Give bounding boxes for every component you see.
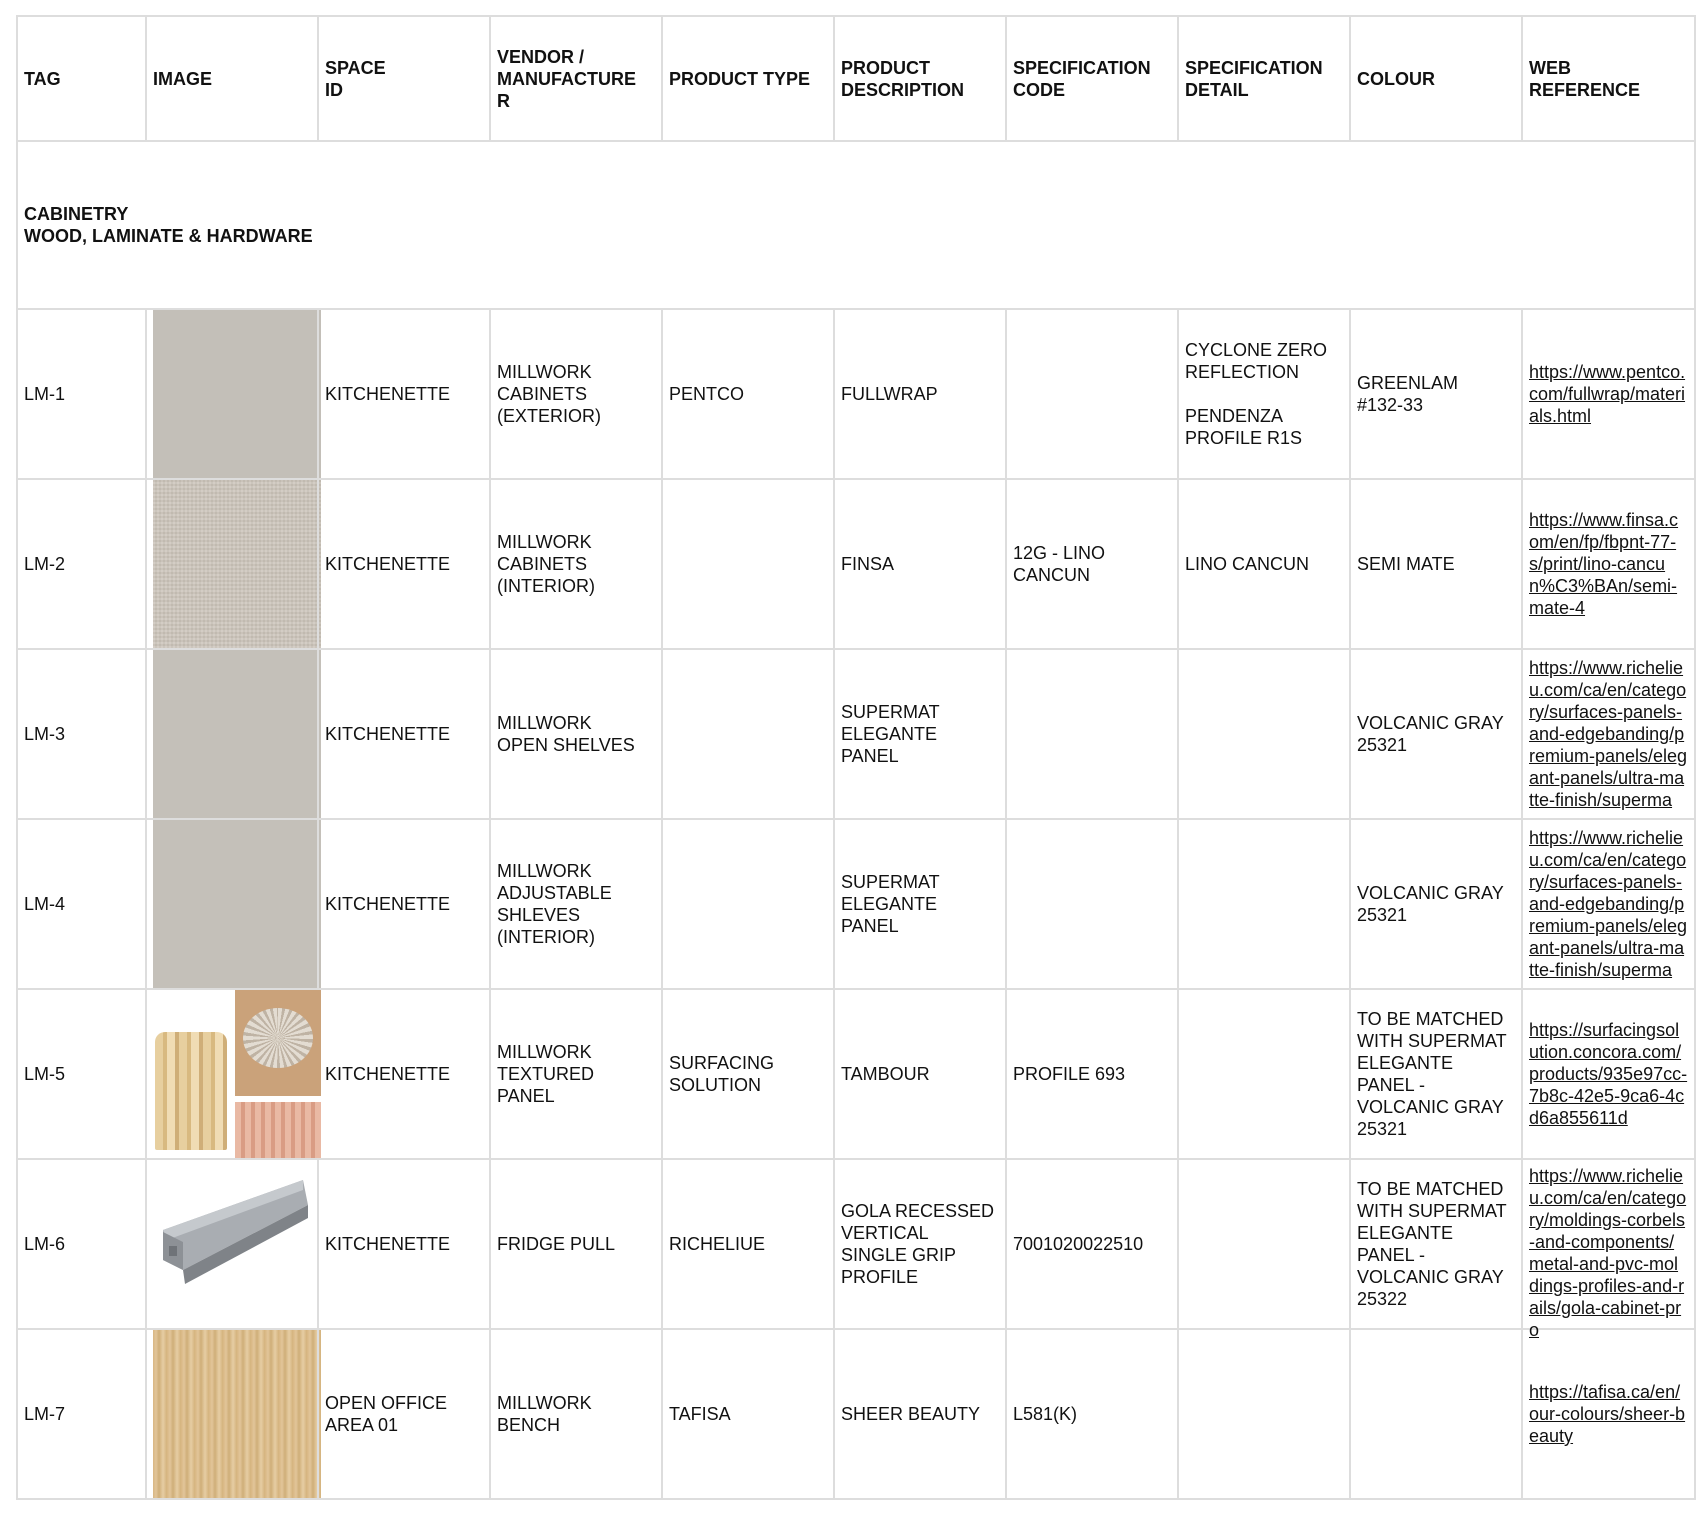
cell-product-description: [834, 1329, 1006, 1499]
specification-code-text: PROFILE 693: [1013, 1064, 1126, 1084]
cell-specification-detail: [1178, 1159, 1350, 1329]
web-reference-link[interactable]: https://www.richelieu.com/ca/en/category/moldings-corbels-and-components/metal-and-pvc-moldings-profiles-and-rails/gola-cabinet-pro: [1529, 1166, 1687, 1340]
header-web-reference: WEB REFERENCE: [1522, 16, 1695, 141]
header-row: [17, 16, 1695, 141]
finish-schedule-table: [16, 15, 1696, 1500]
tag-text: LM-7: [24, 1404, 66, 1424]
space-id-text: KITCHENETTE: [325, 724, 451, 744]
cell-web-reference: [1522, 819, 1695, 989]
cell-space-id: [318, 479, 490, 649]
cell-product-description: [834, 989, 1006, 1159]
cell-specification-code: [1006, 479, 1178, 649]
swatch-oak-wood: [153, 1330, 321, 1498]
specification-code-text: L581(K): [1013, 1404, 1078, 1424]
tag-text: LM-1: [24, 384, 66, 404]
cell-specification-detail: [1178, 819, 1350, 989]
space-id-text: KITCHENETTE: [325, 894, 451, 914]
cell-web-reference: [1522, 989, 1695, 1159]
cell-product-type: [662, 819, 834, 989]
cell-specification-code: [1006, 309, 1178, 479]
cell-product-type: [662, 989, 834, 1159]
colour-text: VOLCANIC GRAY 25321: [1357, 713, 1504, 755]
cell-tag: [17, 1329, 146, 1499]
cell-vendor: [490, 649, 662, 819]
table-row: [17, 989, 1695, 1159]
vendor-text: MILLWORK ADJUSTABLE SHLEVES (INTERIOR): [497, 861, 612, 947]
cell-tag: [17, 309, 146, 479]
tag-text: LM-6: [24, 1234, 66, 1254]
vendor-text: FRIDGE PULL: [497, 1234, 616, 1254]
cell-vendor: [490, 989, 662, 1159]
cell-product-description: [834, 649, 1006, 819]
cell-colour: [1350, 1159, 1522, 1329]
cell-specification-detail: [1178, 479, 1350, 649]
cell-tag: [17, 1159, 146, 1329]
swatch-linen-laminate: [153, 480, 321, 648]
product-description-text: GOLA RECESSED VERTICAL SINGLE GRIP PROFILE: [841, 1201, 995, 1287]
cell-specification-detail: [1178, 649, 1350, 819]
cell-product-type: [662, 649, 834, 819]
cell-colour: [1350, 819, 1522, 989]
product-type-text: RICHELIUE: [669, 1234, 766, 1254]
colour-text: TO BE MATCHED WITH SUPERMAT ELEGANTE PANEL - VOLCANIC GRAY 25321: [1357, 1009, 1507, 1139]
cell-colour: [1350, 1329, 1522, 1499]
cell-image: [146, 1329, 318, 1499]
cell-image: [146, 989, 318, 1159]
header-image: IMAGE: [146, 16, 318, 141]
cell-colour: [1350, 309, 1522, 479]
cell-image: [146, 479, 318, 649]
table-row: [17, 309, 1695, 479]
cell-space-id: [318, 819, 490, 989]
table-row: [17, 819, 1695, 989]
product-description-text: SUPERMAT ELEGANTE PANEL: [841, 702, 940, 766]
collage-slats: [235, 1102, 321, 1158]
cell-specification-code: [1006, 989, 1178, 1159]
header-tag: TAG: [17, 16, 146, 141]
specification-detail-text: CYCLONE ZERO REFLECTION PENDENZA PROFILE R1S: [1185, 340, 1328, 448]
header-specification-detail: SPECIFICATION DETAIL: [1178, 16, 1350, 141]
product-description-text: FULLWRAP: [841, 384, 938, 404]
vendor-text: MILLWORK BENCH: [497, 1393, 592, 1435]
specification-code-text: 7001020022510: [1013, 1234, 1144, 1254]
cell-product-description: [834, 1159, 1006, 1329]
swatch-volcanic-gray: [153, 650, 321, 818]
cell-product-type: [662, 1159, 834, 1329]
cell-image: [146, 1159, 318, 1329]
web-reference-link[interactable]: https://tafisa.ca/en/our-colours/sheer-beauty: [1529, 1382, 1686, 1446]
header-vendor: VENDOR / MANUFACTURE R: [490, 16, 662, 141]
cell-tag: [17, 479, 146, 649]
cell-colour: [1350, 649, 1522, 819]
product-description-text: TAMBOUR: [841, 1064, 930, 1084]
cell-tag: [17, 649, 146, 819]
space-id-text: KITCHENETTE: [325, 1234, 451, 1254]
product-description-text: SHEER BEAUTY: [841, 1404, 981, 1424]
cell-space-id: [318, 649, 490, 819]
cell-space-id: [318, 989, 490, 1159]
cell-specification-detail: [1178, 1329, 1350, 1499]
cell-colour: [1350, 479, 1522, 649]
swatch-volcanic-gray: [153, 820, 321, 988]
cell-product-description: [834, 819, 1006, 989]
cell-web-reference: [1522, 1329, 1695, 1499]
header-colour: COLOUR: [1350, 16, 1522, 141]
product-type-text: SURFACING SOLUTION: [669, 1053, 775, 1095]
web-reference-link[interactable]: https://surfacingsolution.concora.com/products/935e97cc-7b8c-42e5-9ca6-4cd6a855611d: [1529, 1020, 1688, 1128]
product-description-text: FINSA: [841, 554, 895, 574]
specification-code-text: 12G - LINO CANCUN: [1013, 543, 1106, 585]
tag-text: LM-2: [24, 554, 66, 574]
product-description-text: SUPERMAT ELEGANTE PANEL: [841, 872, 940, 936]
colour-text: SEMI MATE: [1357, 554, 1455, 574]
specification-detail-text: LINO CANCUN: [1185, 554, 1310, 574]
header-specification-code: SPECIFICATION CODE: [1006, 16, 1178, 141]
section-title-line2: WOOD, LAMINATE & HARDWARE: [24, 226, 313, 246]
tambour-collage: [153, 990, 321, 1158]
cell-vendor: [490, 819, 662, 989]
cell-colour: [1350, 989, 1522, 1159]
header-product-type: PRODUCT TYPE: [662, 16, 834, 141]
cell-image: [146, 819, 318, 989]
collage-tubes: [155, 1032, 227, 1150]
gola-profile: [153, 1160, 321, 1328]
spec-sheet: [16, 15, 1696, 1500]
cell-product-description: [834, 479, 1006, 649]
cell-web-reference: [1522, 649, 1695, 819]
tag-text: LM-5: [24, 1064, 66, 1084]
web-reference-link[interactable]: https://www.finsa.com/en/fp/fbpnt-77-s/print/lino-cancun%C3%BAn/semi-mate-4: [1529, 510, 1679, 618]
cell-space-id: [318, 1329, 490, 1499]
cell-tag: [17, 989, 146, 1159]
cell-product-type: [662, 479, 834, 649]
cell-product-type: [662, 309, 834, 479]
cell-vendor: [490, 1159, 662, 1329]
tag-text: LM-4: [24, 894, 66, 914]
cell-specification-detail: [1178, 309, 1350, 479]
vendor-text: MILLWORK CABINETS (EXTERIOR): [497, 362, 602, 426]
cell-product-description: [834, 309, 1006, 479]
cell-specification-code: [1006, 1159, 1178, 1329]
collage-ring: [235, 990, 321, 1096]
cell-vendor: [490, 479, 662, 649]
space-id-text: KITCHENETTE: [325, 384, 451, 404]
cell-product-type: [662, 1329, 834, 1499]
section-title-line1: CABINETRY: [24, 204, 129, 224]
vendor-text: MILLWORK TEXTURED PANEL: [497, 1042, 595, 1106]
tag-text: LM-3: [24, 724, 66, 744]
product-type-text: PENTCO: [669, 384, 745, 404]
web-reference-link[interactable]: https://www.richelieu.com/ca/en/category/surfaces-panels-and-edgebanding/premium-panels/elegant-panels/ultra-matte-finish/superma: [1529, 658, 1688, 810]
cell-specification-detail: [1178, 989, 1350, 1159]
vendor-text: MILLWORK CABINETS (INTERIOR): [497, 532, 595, 596]
header-space-id: SPACE ID: [318, 16, 490, 141]
cell-space-id: [318, 309, 490, 479]
cell-specification-code: [1006, 1329, 1178, 1499]
table-row: [17, 649, 1695, 819]
cell-specification-code: [1006, 819, 1178, 989]
cell-tag: [17, 819, 146, 989]
cell-specification-code: [1006, 649, 1178, 819]
cell-vendor: [490, 309, 662, 479]
web-reference-link[interactable]: https://www.richelieu.com/ca/en/category/surfaces-panels-and-edgebanding/premium-panels/elegant-panels/ultra-matte-finish/superma: [1529, 828, 1688, 980]
vendor-text: MILLWORK OPEN SHELVES: [497, 713, 635, 755]
section-title: [17, 141, 1695, 309]
space-id-text: KITCHENETTE: [325, 554, 451, 574]
colour-text: VOLCANIC GRAY 25321: [1357, 883, 1504, 925]
header-product-description: PRODUCT DESCRIPTION: [834, 16, 1006, 141]
colour-text: TO BE MATCHED WITH SUPERMAT ELEGANTE PANEL - VOLCANIC GRAY 25322: [1357, 1179, 1507, 1309]
section-row: [17, 141, 1695, 309]
space-id-text: KITCHENETTE: [325, 1064, 451, 1084]
cell-image: [146, 649, 318, 819]
colour-text: GREENLAM #132-33: [1357, 373, 1459, 415]
cell-space-id: [318, 1159, 490, 1329]
cell-vendor: [490, 1329, 662, 1499]
swatch-gray-laminate: [153, 310, 321, 478]
table-row: [17, 1159, 1695, 1329]
cell-web-reference: [1522, 1159, 1695, 1340]
cell-web-reference: [1522, 309, 1695, 479]
cell-web-reference: [1522, 479, 1695, 649]
product-type-text: TAFISA: [669, 1404, 731, 1424]
cell-image: [146, 309, 318, 479]
space-id-text: OPEN OFFICE AREA 01: [325, 1393, 448, 1435]
web-reference-link[interactable]: https://www.pentco.com/fullwrap/materials.html: [1529, 362, 1686, 426]
table-row: [17, 1329, 1695, 1499]
table-row: [17, 479, 1695, 649]
